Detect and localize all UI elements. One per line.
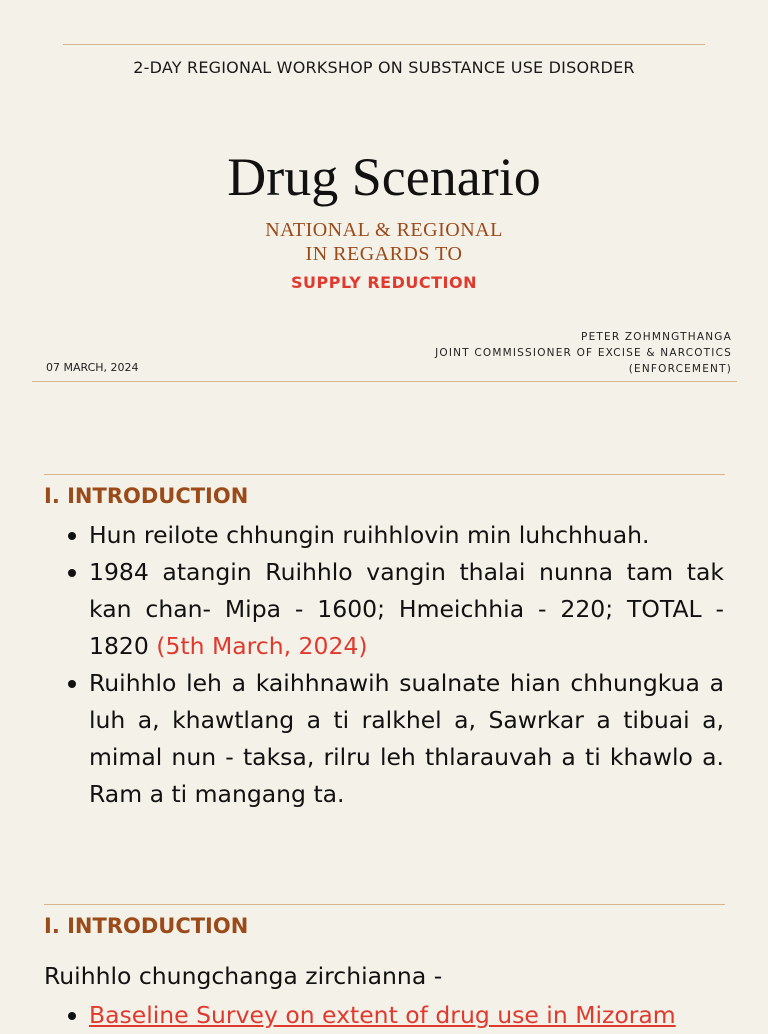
- section1-divider: [44, 474, 725, 475]
- presentation-date: 07 MARCH, 2024: [46, 361, 139, 374]
- top-divider: [63, 44, 705, 45]
- section2-divider: [44, 904, 725, 905]
- survey-link[interactable]: Baseline Survey on extent of drug use in Mizoram: [89, 1001, 676, 1029]
- author-name: PETER ZOHMNGTHANGA: [581, 331, 732, 343]
- section1-bullet-list: [60, 517, 724, 813]
- list-item: Ruihhlo leh a kaihhnawih sualnate hian chhungkua a luh a, khawtlang a ti ralkhel a, Sawrkar a tibuai a, mimal nun - taksa, rilru leh thlarauvah a ti khawlo a. Ram a ti mangang ta.: [60, 665, 724, 813]
- page-title: Drug Scenario: [227, 147, 541, 207]
- list-item[interactable]: [60, 997, 724, 1034]
- subtitle-line1: NATIONAL & REGIONAL: [265, 219, 503, 241]
- bottom-divider: [32, 381, 737, 382]
- author-dept: (ENFORCEMENT): [628, 363, 732, 375]
- subtitle-line2: IN REGARDS TO: [305, 243, 463, 265]
- workshop-heading: 2-DAY REGIONAL WORKSHOP ON SUBSTANCE USE DISORDER: [133, 58, 635, 77]
- section2-title: I. INTRODUCTION: [44, 914, 249, 938]
- date-highlight: (5th March, 2024): [156, 632, 368, 660]
- subtitle-highlight: SUPPLY REDUCTION: [291, 273, 477, 292]
- section2-bullet-list: [60, 997, 724, 1034]
- author-role: JOINT COMMISSIONER OF EXCISE & NARCOTICS: [435, 347, 732, 359]
- section1-title: I. INTRODUCTION: [44, 484, 249, 508]
- list-item: Hun reilote chhungin ruihhlovin min luhchhuah.: [60, 517, 724, 554]
- author-block: [435, 329, 732, 377]
- section2-intro: Ruihhlo chungchanga zirchianna -: [44, 962, 443, 990]
- list-item: 1984 atangin Ruihhlo vangin thalai nunna tam tak kan chan- Mipa - 1600; Hmeichhia - 220; TOTAL - 1820 (5th March, 2024): [60, 554, 724, 665]
